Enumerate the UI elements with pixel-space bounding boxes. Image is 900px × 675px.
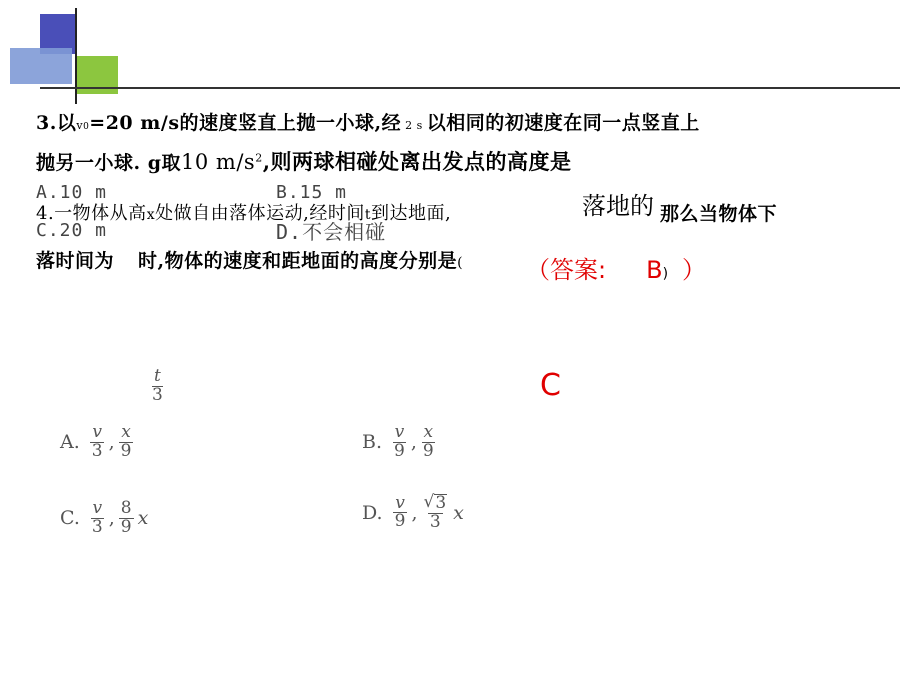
q4-option-b: B. $\frac{v}{9}$ , $\frac{x}{9}$: [362, 422, 434, 461]
corner-decoration-lightblue: [10, 48, 72, 84]
q4-option-a: A. $\frac{v}{3}$ , $\frac{x}{9}$: [60, 422, 132, 461]
q4-option-d: D. $\frac{v}{9}$ , √ 3 3 x: [362, 492, 464, 532]
q4-time-fraction: $\frac{t}{3}$: [152, 366, 163, 405]
q3-answer: （答案: B) ）: [526, 256, 707, 284]
q4-option-c: C. $\frac{v}{3}$ , $\frac{8}{9}$ x: [60, 498, 149, 537]
q4-line1: 4.一物体从高x处做自由落体运动,经时间t到达地面,: [36, 203, 452, 224]
q4-line1-end: 那么当物体下: [660, 203, 778, 225]
sqrt-symbol: √ 3: [423, 492, 447, 513]
corner-vertical-rule: [75, 8, 77, 104]
q3-overlap-text: 落地的: [582, 192, 654, 220]
q4-answer: C: [540, 368, 561, 403]
header-rule: [40, 87, 900, 89]
q3-option-d: D.不会相碰: [276, 220, 387, 244]
q3-line2: 抛另一小球. g取10 $m/s^2$,则两球相碰处离出发点的高度是: [36, 149, 572, 174]
q4-line2: 落时间为 时,物体的速度和距地面的高度分别是(: [36, 250, 464, 272]
q3-option-a: A.10 m: [36, 182, 108, 203]
q3-option-b: B.15 m: [276, 182, 348, 203]
q3-option-c: C.20 m: [36, 220, 108, 241]
q3-line1: 3.以v0=20 m/s的速度竖直上抛一小球,经 2 s 以相同的初速度在同一点竖直上: [36, 112, 700, 134]
